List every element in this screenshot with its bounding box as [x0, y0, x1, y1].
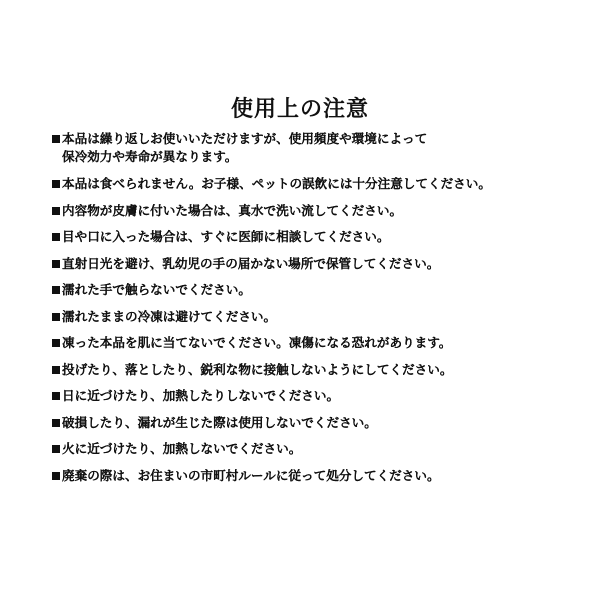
- caution-text: 内容物が皮膚に付いた場合は、真水で洗い流してください。: [62, 202, 403, 218]
- caution-item: [52, 361, 552, 388]
- square-bullet-icon: [52, 286, 60, 294]
- square-bullet-icon: [52, 339, 60, 347]
- page-title: 使用上の注意: [230, 96, 369, 122]
- caution-text: 廃棄の際は、お住まいの市町村ルールに従って処分してください。: [62, 467, 440, 483]
- square-bullet-icon: [52, 419, 60, 427]
- caution-item: [52, 228, 552, 255]
- square-bullet-icon: [52, 392, 60, 400]
- caution-item: [52, 255, 552, 282]
- caution-list: [52, 130, 552, 493]
- square-bullet-icon: [52, 472, 60, 480]
- caution-text: 本品は食べられません。お子様、ペットの誤飲には十分注意してください。: [62, 176, 491, 191]
- square-bullet-icon: [52, 366, 60, 374]
- caution-item: [52, 467, 552, 494]
- caution-item: [52, 308, 552, 335]
- caution-text: 直射日光を避け、乳幼児の手の届かない場所で保管してください。: [62, 255, 440, 271]
- caution-item: [52, 281, 552, 308]
- square-bullet-icon: [52, 180, 60, 188]
- square-bullet-icon: [52, 445, 60, 453]
- caution-item: [52, 175, 552, 202]
- square-bullet-icon: [52, 207, 60, 215]
- caution-text: 破損したり、漏れが生じた際は使用しないでください。: [62, 414, 377, 430]
- caution-text: 濡れた手で触らないでください。: [62, 282, 251, 297]
- caution-item: [52, 414, 552, 441]
- square-bullet-icon: [52, 135, 60, 143]
- caution-text: 火に近づけたり、加熱しないでください。: [62, 441, 302, 456]
- caution-text: 凍った本品を肌に当てないでください。凍傷になる恐れがあります。: [62, 335, 452, 350]
- square-bullet-icon: [52, 260, 60, 268]
- square-bullet-icon: [52, 233, 60, 241]
- caution-item: [52, 440, 552, 467]
- caution-text: 濡れたままの冷凍は避けてください。: [62, 308, 277, 324]
- square-bullet-icon: [52, 313, 60, 321]
- caution-item: [52, 387, 552, 414]
- caution-text: 本品は繰り返しお使いいただけますが、使用頻度や環境によって 保冷効力や寿命が異なります。: [62, 131, 428, 164]
- caution-text: 日に近づけたり、加熱したりしないでください。: [62, 388, 340, 403]
- caution-text: 目や口に入った場合は、すぐに医師に相談してください。: [62, 229, 390, 244]
- caution-text: 投げたり、落としたり、鋭利な物に接触しないようにしてください。: [62, 361, 453, 377]
- caution-item: [52, 202, 552, 229]
- caution-item: [52, 334, 552, 361]
- caution-item: [52, 130, 552, 175]
